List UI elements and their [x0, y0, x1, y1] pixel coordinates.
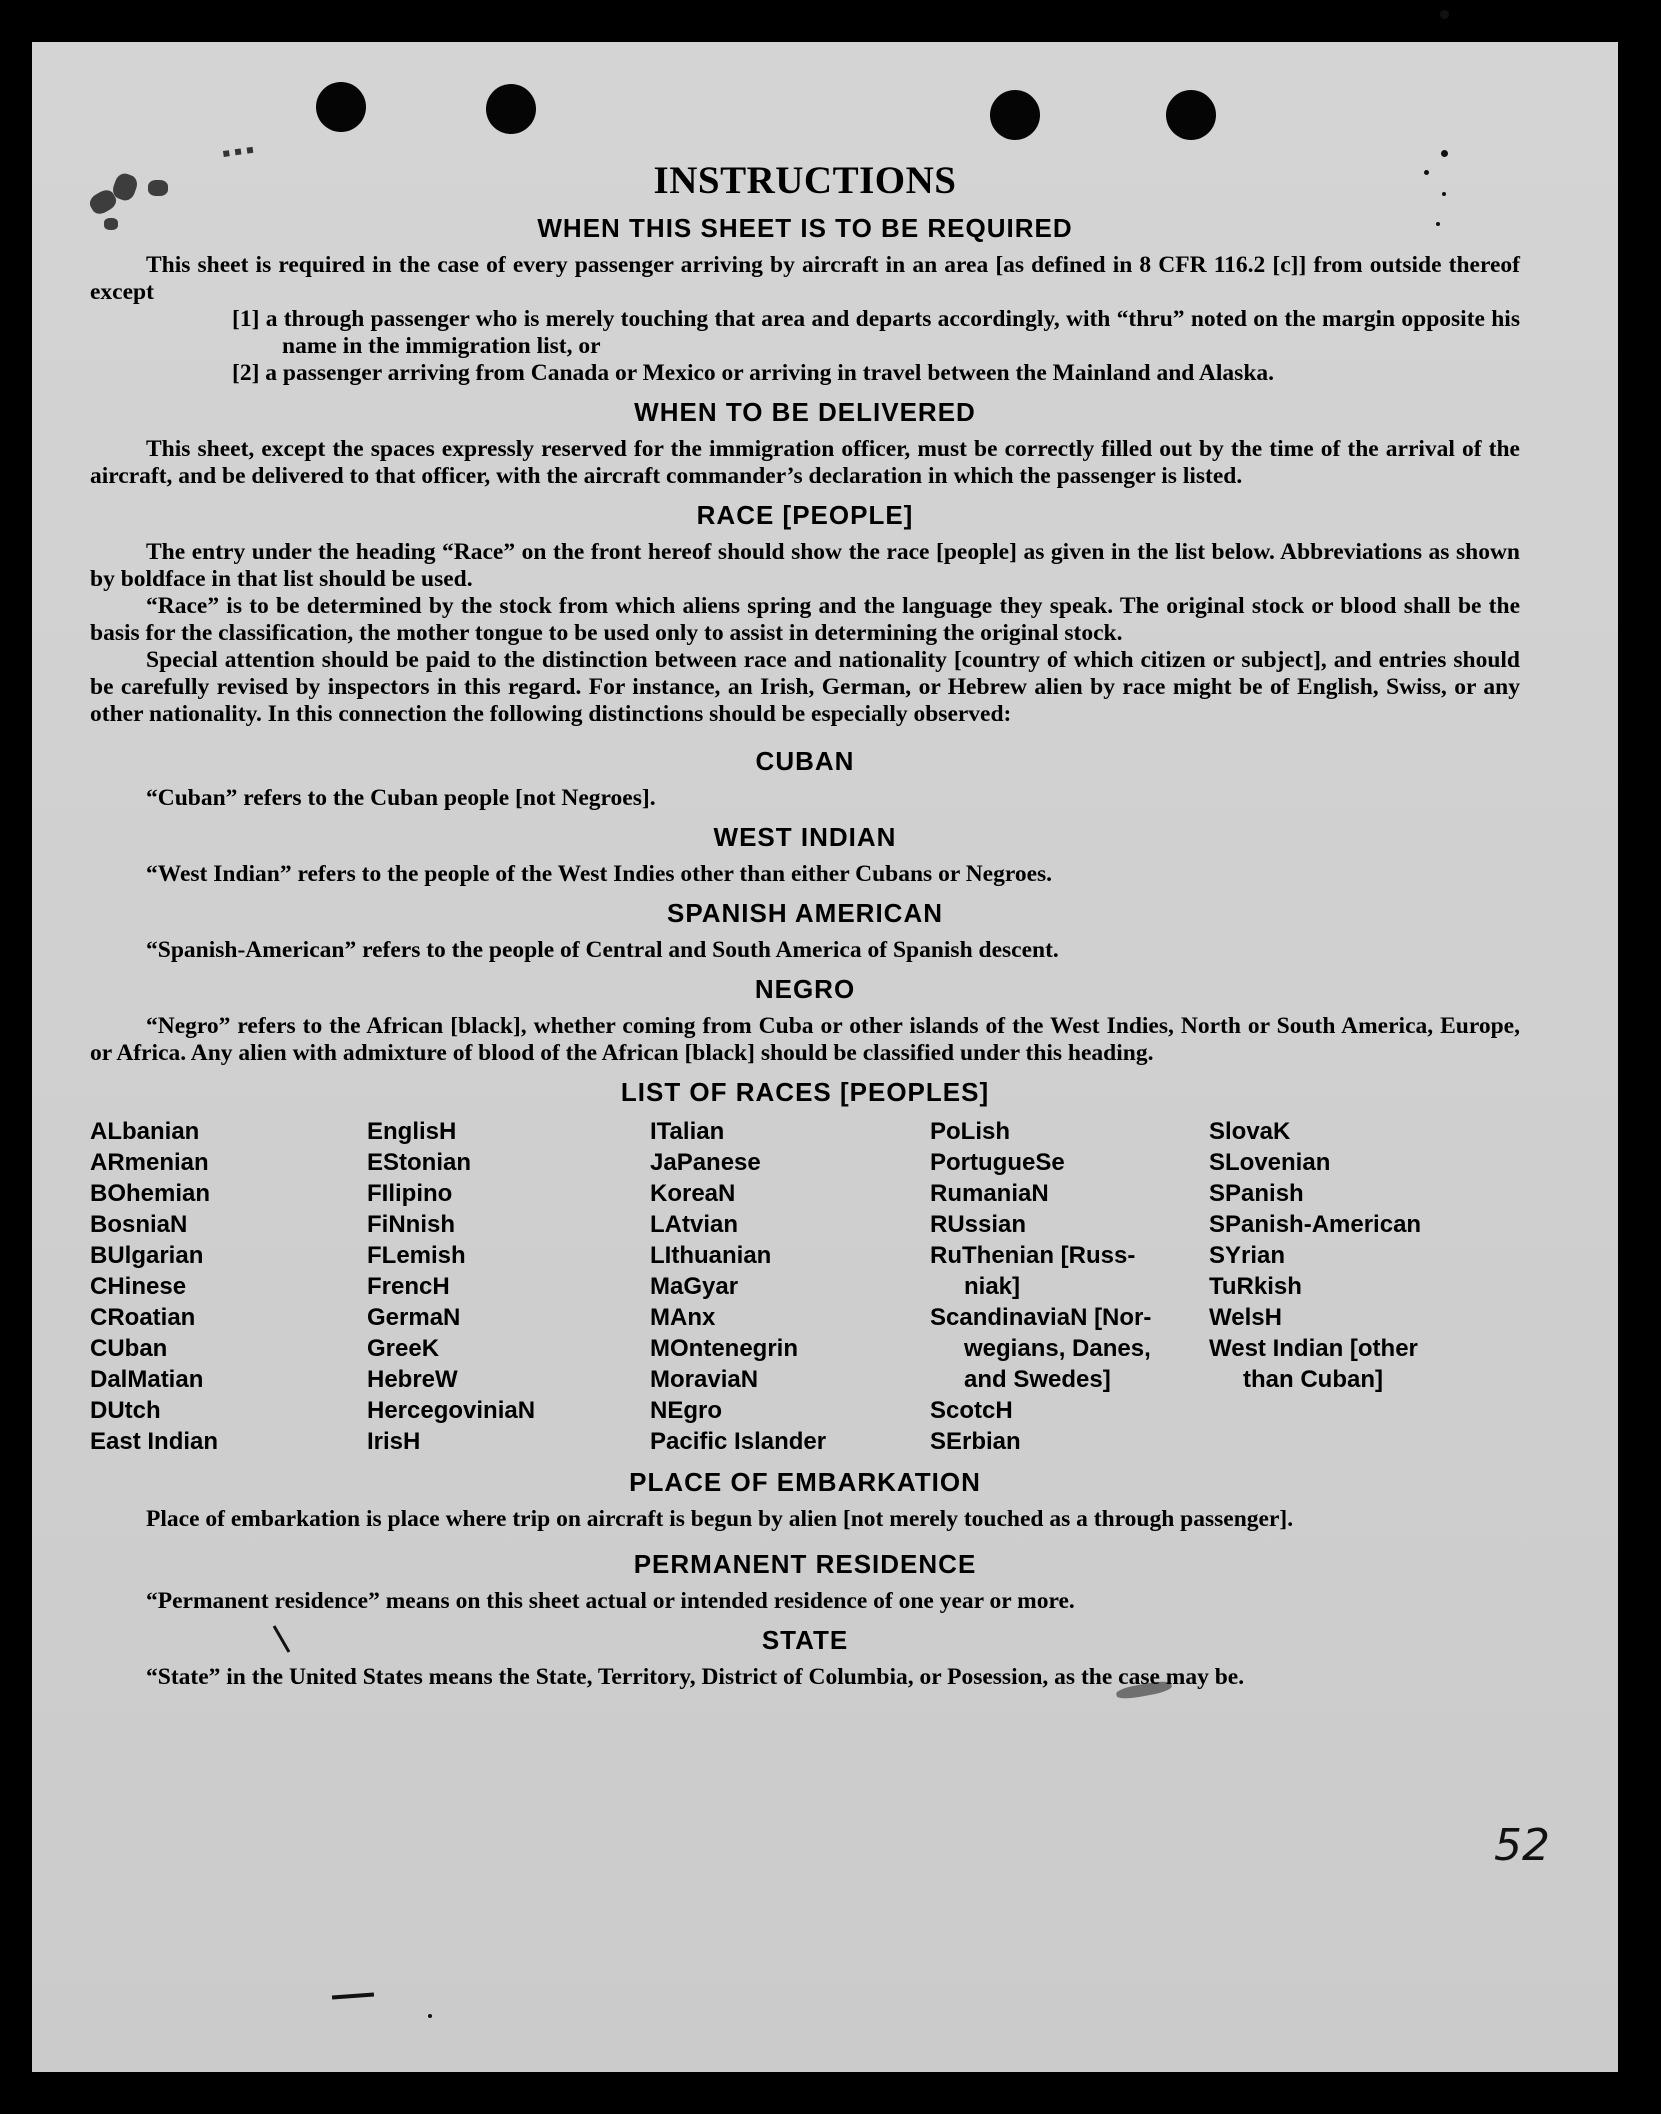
list-item: MOntenegrin [650, 1335, 798, 1362]
document-content [90, 110, 1520, 1691]
list-item: LAtvian [650, 1211, 739, 1238]
list-item: RumaniaN [930, 1180, 1049, 1207]
races-column [650, 1116, 930, 1457]
paragraph-race-3: Special attention should be paid to the distinction between race and nationality [country of which citizen or subject], and entries should be carefully revised by inspectors in this regard. For instance, an Irish, German, or Hebrew alien by race might be of English, Swiss, or any other nationality. In this connection the following distinctions should be especially observed: [90, 647, 1520, 727]
list-item: BOhemian [90, 1180, 211, 1207]
list-item: BosniaN [90, 1211, 188, 1238]
list-item: FrencH [367, 1273, 450, 1300]
list-item: DalMatian [90, 1366, 204, 1393]
list-item: SLovenian [1209, 1149, 1331, 1176]
races-column [1209, 1116, 1499, 1457]
paragraph-embarkation: Place of embarkation is place where trip on aircraft is begun by alien [not merely touched as a through passenger]. [146, 1506, 1294, 1532]
list-item-continuation: than Cuban] [1243, 1366, 1383, 1393]
list-item: IrisH [367, 1428, 421, 1455]
ink-stroke [332, 1993, 374, 2000]
paragraph-race-2: “Race” is to be determined by the stock from which aliens spring and the language they speak. The original stock or blood shall be the basis for the classification, the mother tongue to be used only to assist in determining the original stock. [90, 593, 1520, 646]
list-item: WelsH [1209, 1304, 1282, 1331]
list-item: MoraviaN [650, 1366, 759, 1393]
list-item: MAnx [650, 1304, 716, 1331]
list-item: LIthuanian [650, 1242, 772, 1269]
list-item: FiNnish [367, 1211, 455, 1238]
list-item: NEgro [650, 1397, 722, 1424]
faint-stamp-mark: ▪ ▪ ▪ [221, 141, 255, 161]
list-item: EnglisH [367, 1118, 457, 1145]
paragraph-west-indian: “West Indian” refers to the people of the West Indies other than either Cubans or Negroes. [146, 861, 1053, 887]
heading-race: RACE [PEOPLE] [696, 500, 914, 530]
paragraph-spanish-american: “Spanish-American” refers to the people of Central and South America of Spanish descent. [146, 937, 1059, 963]
list-item: ScandinaviaN [Nor- [930, 1304, 1152, 1331]
list-item: JaPanese [650, 1149, 761, 1176]
heading-list-of-races: LIST OF RACES [PEOPLES] [620, 1077, 990, 1107]
heading-spanish-american: SPANISH AMERICAN [666, 898, 943, 928]
list-item: East Indian [90, 1428, 219, 1455]
list-item: ALbanian [90, 1118, 200, 1145]
heading-negro: NEGRO [754, 974, 856, 1004]
list-item-continuation: niak] [964, 1273, 1021, 1300]
list-item: SYrian [1209, 1242, 1286, 1269]
page-title: INSTRUCTIONS [653, 159, 957, 202]
list-item: ITalian [650, 1118, 725, 1145]
list-item: SPanish-American [1209, 1211, 1422, 1238]
list-item: SPanish [1209, 1180, 1304, 1207]
heading-when-required: WHEN THIS SHEET IS TO BE REQUIRED [537, 213, 1073, 243]
list-item: EStonian [367, 1149, 472, 1176]
heading-cuban: CUBAN [755, 746, 855, 776]
list-item-exception-2: [2] a passenger arriving from Canada or Mexico or arriving in travel between the Mainland and Alaska. [232, 360, 1275, 386]
list-item-continuation: wegians, Danes, [964, 1335, 1151, 1362]
paragraph-delivered: This sheet, except the spaces expressly reserved for the immigration officer, must be correctly filled out by the time of the arrival of the aircraft, and be delivered to that officer, with the aircraft commander’s declaration in which the passenger is listed. [90, 436, 1520, 489]
list-item-exception-1: [1] a through passenger who is merely touching that area and departs accordingly, with “thru” noted on the margin opposite his name in the immigration list, or [232, 306, 1520, 359]
list-item: FLemish [367, 1242, 466, 1269]
list-item: DUtch [90, 1397, 161, 1424]
list-item: CUban [90, 1335, 168, 1362]
heading-when-delivered: WHEN TO BE DELIVERED [634, 397, 976, 427]
heading-permanent-residence: PERMANENT RESIDENCE [633, 1549, 977, 1579]
list-item: SErbian [930, 1428, 1021, 1455]
list-item: TuRkish [1209, 1273, 1302, 1300]
races-column [367, 1116, 650, 1457]
paragraph-state: “State” in the United States means the State, Territory, District of Columbia, or Posession, as the case may be. [146, 1664, 1245, 1690]
paragraph-negro: “Negro” refers to the African [black], whether coming from Cuba or other islands of the West Indies, North or South America, Europe, or Africa. Any alien with admixture of blood of the African [black] should be classified under this heading. [90, 1013, 1520, 1066]
paragraph-required-intro: This sheet is required in the case of every passenger arriving by aircraft in an area [as defined in 8 CFR 116.2 [c]] from outside thereof except [90, 252, 1520, 305]
speck [428, 2014, 432, 2018]
heading-embarkation: PLACE OF EMBARKATION [629, 1467, 981, 1497]
list-item: SlovaK [1209, 1118, 1291, 1145]
list-item: West Indian [other [1209, 1335, 1418, 1362]
list-item: GreeK [367, 1335, 440, 1362]
list-item: Pacific Islander [650, 1428, 827, 1455]
list-item: KoreaN [650, 1180, 736, 1207]
list-item: FIlipino [367, 1180, 453, 1207]
list-item: PoLish [930, 1118, 1011, 1145]
paragraph-permanent-residence: “Permanent residence” means on this sheet actual or intended residence of one year or more. [146, 1588, 1075, 1614]
races-column [90, 1116, 367, 1457]
speck [1440, 10, 1449, 19]
list-item: BUlgarian [90, 1242, 204, 1269]
list-item: HebreW [367, 1366, 458, 1393]
paragraph-race-1: The entry under the heading “Race” on the front hereof should show the race [people] as given in the list below. Abbreviations as shown by boldface in that list should be used. [90, 539, 1520, 592]
races-list [90, 1116, 1520, 1457]
heading-west-indian: WEST INDIAN [713, 822, 897, 852]
races-column [930, 1116, 1209, 1457]
list-item: MaGyar [650, 1273, 739, 1300]
paragraph-cuban: “Cuban” refers to the Cuban people [not Negroes]. [146, 785, 656, 811]
heading-state: STATE [761, 1625, 849, 1655]
list-item: RUssian [930, 1211, 1027, 1238]
list-item: GermaN [367, 1304, 461, 1331]
handwritten-margin-note: 52 [1494, 1820, 1550, 1871]
list-item: PortugueSe [930, 1149, 1065, 1176]
list-item: ScotcH [930, 1397, 1013, 1424]
list-item: HercegoviniaN [367, 1397, 536, 1424]
list-item: CRoatian [90, 1304, 196, 1331]
list-item: ARmenian [90, 1149, 209, 1176]
list-item: RuThenian [Russ- [930, 1242, 1136, 1269]
list-item-continuation: and Swedes] [964, 1366, 1111, 1393]
list-item: CHinese [90, 1273, 187, 1300]
